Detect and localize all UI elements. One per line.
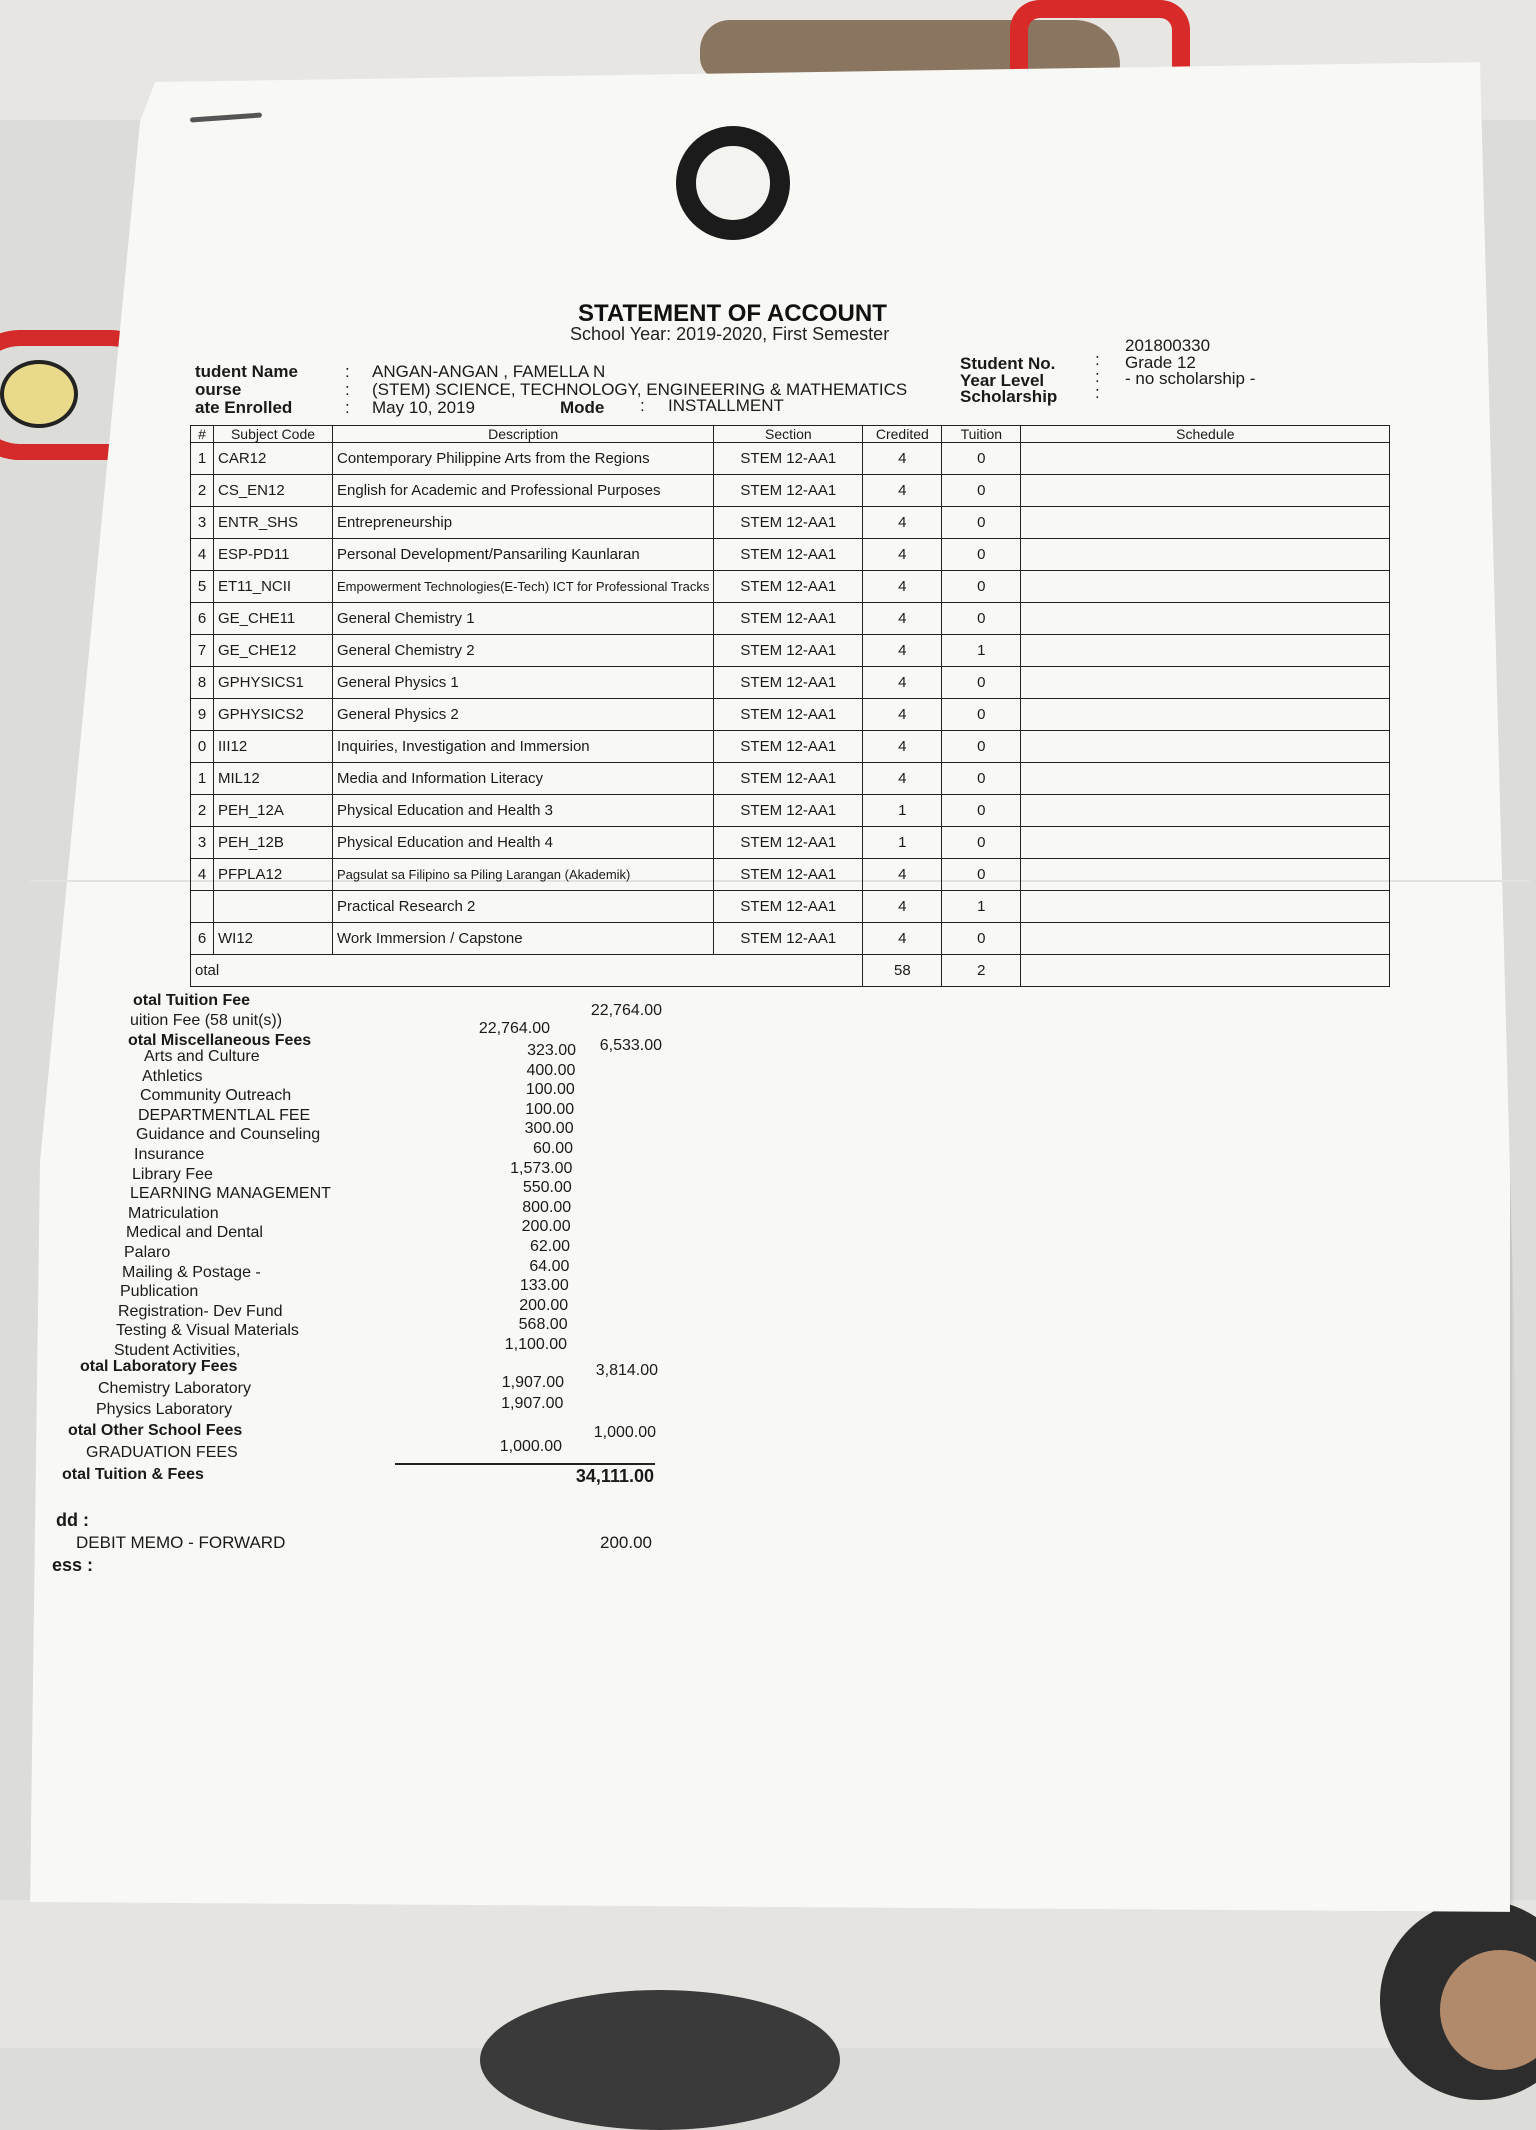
- credited-units: 4: [863, 475, 942, 507]
- credited-units: 4: [863, 731, 942, 763]
- column-header: Subject Code: [214, 426, 333, 443]
- table-row: [191, 923, 1390, 955]
- tuition-units: 0: [942, 859, 1021, 891]
- row-number: 0: [191, 731, 214, 763]
- row-number: 1: [191, 763, 214, 795]
- year-level-label: Year Level: [960, 371, 1045, 390]
- schedule-cell: [1021, 603, 1390, 635]
- column-header: Description: [333, 426, 714, 443]
- fee-item-amount: 800.00: [522, 1198, 572, 1216]
- section: STEM 12-AA1: [714, 635, 863, 667]
- add-label: dd :: [56, 1510, 89, 1530]
- schedule-cell: [1021, 955, 1390, 987]
- table-row: [191, 891, 1390, 923]
- tuition-units: 0: [942, 699, 1021, 731]
- date-enrolled-label: ate Enrolled: [195, 398, 293, 417]
- subjects-table: [190, 425, 1390, 987]
- credited-units: 4: [863, 923, 942, 955]
- student-no-value: 201800330: [1125, 336, 1211, 355]
- other-total-amount: 1,000.00: [593, 1424, 656, 1441]
- student-no-label: Student No.: [960, 354, 1056, 373]
- subject-description: Pagsulat sa Filipino sa Piling Larangan (Akademik): [333, 859, 714, 891]
- document-title: STATEMENT OF ACCOUNT: [578, 300, 887, 327]
- table-row: [191, 571, 1390, 603]
- schedule-cell: [1021, 763, 1390, 795]
- fee-item-amount: 323.00: [527, 1042, 576, 1059]
- schedule-cell: [1021, 923, 1390, 955]
- subject-description: Media and Information Literacy: [333, 763, 714, 795]
- schedule-cell: [1021, 667, 1390, 699]
- row-number: 6: [191, 923, 214, 955]
- column-header: #: [191, 426, 214, 443]
- subject-description: General Physics 2: [333, 699, 714, 731]
- row-number: 4: [191, 859, 214, 891]
- fee-item-amount: 62.00: [529, 1238, 570, 1255]
- row-number: 8: [191, 667, 214, 699]
- subject-description: Physical Education and Health 3: [333, 795, 714, 827]
- grand-total-amount: 34,111.00: [575, 1466, 654, 1486]
- subject-description: General Chemistry 2: [333, 635, 714, 667]
- table-row: [191, 667, 1390, 699]
- fee-item-amount: 568.00: [518, 1316, 568, 1334]
- course-label: ourse: [195, 380, 242, 399]
- subject-description: Work Immersion / Capstone: [333, 923, 714, 955]
- colon: :: [345, 362, 350, 381]
- tuition-units: 1: [942, 891, 1021, 923]
- less-label: ess :: [52, 1555, 94, 1575]
- credited-units: 4: [863, 699, 942, 731]
- tuition-total-label: otal Tuition Fee: [133, 992, 251, 1009]
- table-row: [191, 827, 1390, 859]
- other-total-label: otal Other School Fees: [68, 1422, 243, 1439]
- fee-item-amount: 100.00: [525, 1081, 575, 1099]
- total-rule: [395, 1463, 655, 1465]
- fee-item-label: Mailing & Postage -: [122, 1263, 261, 1281]
- staple: [190, 112, 262, 122]
- subject-description: Contemporary Philippine Arts from the Regions: [333, 443, 714, 475]
- schedule-cell: [1021, 699, 1390, 731]
- subject-code: ET11_NCII: [214, 571, 333, 603]
- tuition-units: 0: [942, 603, 1021, 635]
- credited-units: 1: [863, 827, 942, 859]
- credited-units: 4: [863, 891, 942, 923]
- section: STEM 12-AA1: [714, 763, 863, 795]
- lab-total-label: otal Laboratory Fees: [80, 1358, 238, 1375]
- tuition-total-amount: 22,764.00: [590, 1002, 662, 1019]
- subject-description: General Chemistry 1: [333, 603, 714, 635]
- grand-total-label: otal Tuition & Fees: [62, 1466, 204, 1483]
- year-level-value: Grade 12: [1125, 353, 1196, 372]
- row-number: 9: [191, 699, 214, 731]
- tuition-units: 0: [942, 475, 1021, 507]
- school-seal-logo: [676, 126, 790, 240]
- colon: :: [1095, 350, 1100, 369]
- colon: :: [1095, 383, 1100, 402]
- fee-item-label: Palaro: [124, 1244, 171, 1261]
- section: STEM 12-AA1: [714, 571, 863, 603]
- debit-memo-label: DEBIT MEMO - FORWARD: [76, 1533, 286, 1552]
- misc-total-amount: 6,533.00: [599, 1037, 662, 1054]
- subject-description: Physical Education and Health 4: [333, 827, 714, 859]
- fee-item-amount: 60.00: [532, 1140, 573, 1157]
- fee-item-label: Guidance and Counseling: [136, 1126, 321, 1144]
- schedule-cell: [1021, 475, 1390, 507]
- fee-item-amount: 100.00: [525, 1100, 575, 1118]
- lab-total-amount: 3,814.00: [595, 1362, 658, 1379]
- subject-description: General Physics 1: [333, 667, 714, 699]
- credited-units: 4: [863, 635, 942, 667]
- fee-item-amount: 133.00: [519, 1277, 569, 1295]
- table-row: [191, 859, 1390, 891]
- subject-description: Entrepreneurship: [333, 507, 714, 539]
- section: STEM 12-AA1: [714, 667, 863, 699]
- fee-item-amount: 300.00: [524, 1120, 574, 1138]
- course-value: (STEM) SCIENCE, TECHNOLOGY, ENGINEERING & MATHEMATICS: [372, 380, 908, 399]
- schedule-cell: [1021, 635, 1390, 667]
- column-header: Tuition: [942, 426, 1021, 443]
- tuition-units: 0: [942, 667, 1021, 699]
- column-header: Credited: [863, 426, 942, 443]
- fee-item-amount: 200.00: [519, 1296, 569, 1314]
- subject-description: Personal Development/Pansariling Kaunlaran: [333, 539, 714, 571]
- tuition-units: 0: [942, 795, 1021, 827]
- tuition-units: 0: [942, 731, 1021, 763]
- subject-code: GPHYSICS2: [214, 699, 333, 731]
- table-header-row: [191, 426, 1390, 443]
- subject-code: GPHYSICS1: [214, 667, 333, 699]
- section: STEM 12-AA1: [714, 923, 863, 955]
- tuition-units: 0: [942, 827, 1021, 859]
- fee-item-label: DEPARTMENTLAL FEE: [138, 1106, 311, 1124]
- tuition-units: 0: [942, 763, 1021, 795]
- total-tuition: 2: [942, 955, 1021, 987]
- subject-description: Inquiries, Investigation and Immersion: [333, 731, 714, 763]
- section: STEM 12-AA1: [714, 443, 863, 475]
- row-number: 2: [191, 795, 214, 827]
- fee-item-amount: 1,907.00: [501, 1395, 564, 1412]
- section: STEM 12-AA1: [714, 507, 863, 539]
- fee-item-label: Matriculation: [128, 1204, 219, 1222]
- tuition-units: 0: [942, 923, 1021, 955]
- table-row: [191, 635, 1390, 667]
- fee-item-amount: 200.00: [521, 1218, 571, 1236]
- fee-item-label: Publication: [120, 1283, 199, 1301]
- schedule-cell: [1021, 859, 1390, 891]
- subject-code: III12: [214, 731, 333, 763]
- fee-item-label: Athletics: [142, 1067, 203, 1085]
- tuition-line-label: uition Fee (58 unit(s)): [130, 1012, 283, 1029]
- document-subtitle: School Year: 2019-2020, First Semester: [570, 324, 890, 344]
- section: STEM 12-AA1: [714, 731, 863, 763]
- fee-item-label: Testing & Visual Materials: [116, 1322, 299, 1340]
- subject-code: PEH_12A: [214, 795, 333, 827]
- colon: :: [345, 380, 350, 399]
- mode-value: INSTALLMENT: [668, 396, 784, 415]
- schedule-cell: [1021, 571, 1390, 603]
- table-row: [191, 539, 1390, 571]
- row-number: 3: [191, 507, 214, 539]
- schedule-cell: [1021, 827, 1390, 859]
- subject-code: ENTR_SHS: [214, 507, 333, 539]
- fee-item-label: GRADUATION FEES: [86, 1444, 238, 1461]
- fee-item-label: Insurance: [134, 1146, 205, 1163]
- fee-item-label: Community Outreach: [140, 1087, 292, 1105]
- fee-item-amount: 1,573.00: [510, 1159, 573, 1177]
- subject-code: GE_CHE12: [214, 635, 333, 667]
- subject-description: English for Academic and Professional Purposes: [333, 475, 714, 507]
- subject-code: CAR12: [214, 443, 333, 475]
- date-enrolled-value: May 10, 2019: [372, 398, 476, 417]
- table-row: [191, 443, 1390, 475]
- tuition-units: 0: [942, 539, 1021, 571]
- tuition-line-amount: 22,764.00: [478, 1020, 550, 1037]
- section: STEM 12-AA1: [714, 827, 863, 859]
- subject-code: PEH_12B: [214, 827, 333, 859]
- debit-memo-amount: 200.00: [600, 1533, 652, 1552]
- section: STEM 12-AA1: [714, 603, 863, 635]
- schedule-cell: [1021, 795, 1390, 827]
- table-row: [191, 699, 1390, 731]
- schedule-cell: [1021, 507, 1390, 539]
- table-row: [191, 603, 1390, 635]
- credited-units: 4: [863, 667, 942, 699]
- fee-item-label: LEARNING MANAGEMENT: [130, 1185, 331, 1203]
- fee-item-amount: 1,000.00: [499, 1438, 562, 1455]
- fee-item-amount: 550.00: [522, 1179, 572, 1197]
- scholarship-label: Scholarship: [960, 387, 1058, 406]
- subject-description: Practical Research 2: [333, 891, 714, 923]
- credited-units: 4: [863, 507, 942, 539]
- mode-label: Mode: [560, 398, 605, 417]
- schedule-cell: [1021, 443, 1390, 475]
- subject-code: WI12: [214, 923, 333, 955]
- schedule-cell: [1021, 891, 1390, 923]
- fee-item-label: Medical and Dental: [126, 1224, 263, 1242]
- subject-code: GE_CHE11: [214, 603, 333, 635]
- credited-units: 4: [863, 859, 942, 891]
- fee-item-label: Physics Laboratory: [96, 1401, 233, 1418]
- total-label: otal: [191, 955, 863, 987]
- section: STEM 12-AA1: [714, 891, 863, 923]
- fee-item-label: Arts and Culture: [144, 1048, 260, 1065]
- colon: :: [640, 396, 645, 415]
- row-number: 1: [191, 443, 214, 475]
- tuition-units: 1: [942, 635, 1021, 667]
- subject-code: PFPLA12: [214, 859, 333, 891]
- column-header: Schedule: [1021, 426, 1390, 443]
- section: STEM 12-AA1: [714, 699, 863, 731]
- section: STEM 12-AA1: [714, 859, 863, 891]
- table-row: [191, 731, 1390, 763]
- table-row: [191, 475, 1390, 507]
- subject-code: CS_EN12: [214, 475, 333, 507]
- row-number: 3: [191, 827, 214, 859]
- subject-code: [214, 891, 333, 923]
- credited-units: 4: [863, 539, 942, 571]
- fee-item-amount: 1,907.00: [501, 1374, 564, 1391]
- table-total-row: [191, 955, 1390, 987]
- fee-item-label: Registration- Dev Fund: [118, 1302, 283, 1320]
- table-row: [191, 507, 1390, 539]
- fee-item-amount: 64.00: [529, 1257, 570, 1275]
- credited-units: 4: [863, 763, 942, 795]
- section: STEM 12-AA1: [714, 795, 863, 827]
- section: STEM 12-AA1: [714, 475, 863, 507]
- credited-units: 4: [863, 603, 942, 635]
- table-row: [191, 795, 1390, 827]
- scholarship-value: - no scholarship -: [1125, 369, 1256, 388]
- student-name-label: tudent Name: [195, 362, 298, 381]
- colon: :: [1095, 367, 1100, 386]
- total-credited: 58: [863, 955, 942, 987]
- schedule-cell: [1021, 539, 1390, 571]
- row-number: 6: [191, 603, 214, 635]
- fee-item-label: Chemistry Laboratory: [98, 1380, 251, 1397]
- row-number: 4: [191, 539, 214, 571]
- schedule-cell: [1021, 731, 1390, 763]
- row-number: 5: [191, 571, 214, 603]
- fee-item-label: Library Fee: [132, 1165, 213, 1183]
- section: STEM 12-AA1: [714, 539, 863, 571]
- credited-units: 1: [863, 795, 942, 827]
- fee-item-amount: 1,100.00: [504, 1336, 567, 1353]
- subject-code: ESP-PD11: [214, 539, 333, 571]
- misc-total-label: otal Miscellaneous Fees: [128, 1032, 312, 1049]
- column-header: Section: [714, 426, 863, 443]
- credited-units: 4: [863, 443, 942, 475]
- row-number: 2: [191, 475, 214, 507]
- row-number: [191, 891, 214, 923]
- subject-description: Empowerment Technologies(E-Tech) ICT for Professional Tracks: [333, 571, 714, 603]
- fee-item-label: Student Activities,: [114, 1342, 241, 1359]
- table-row: [191, 763, 1390, 795]
- tuition-units: 0: [942, 443, 1021, 475]
- fee-item-amount: 400.00: [526, 1061, 576, 1079]
- row-number: 7: [191, 635, 214, 667]
- tuition-units: 0: [942, 507, 1021, 539]
- tuition-units: 0: [942, 571, 1021, 603]
- credited-units: 4: [863, 571, 942, 603]
- subject-code: MIL12: [214, 763, 333, 795]
- student-name: ANGAN-ANGAN , FAMELLA N: [372, 362, 606, 381]
- colon: :: [345, 398, 350, 417]
